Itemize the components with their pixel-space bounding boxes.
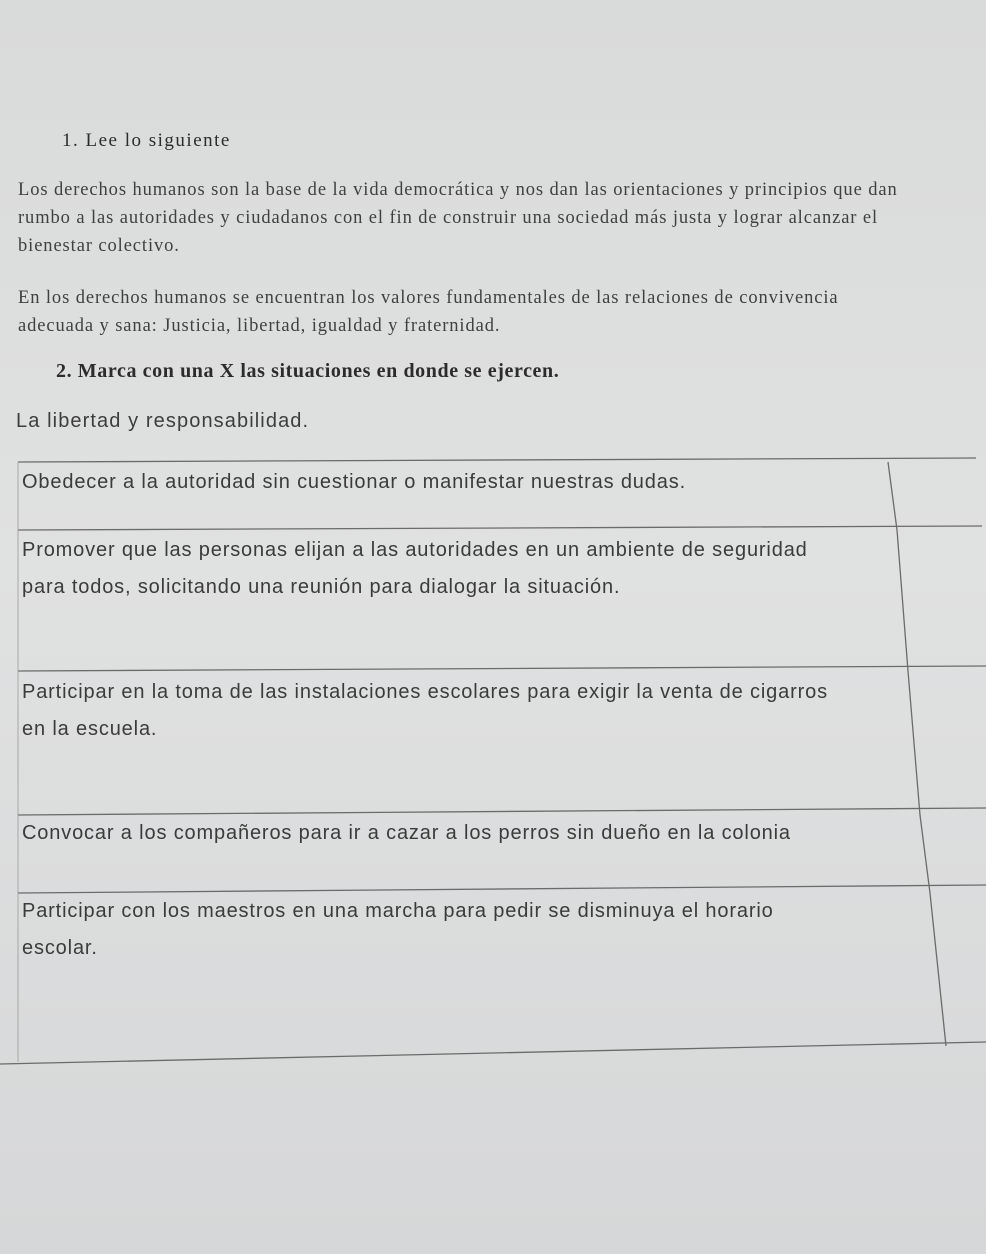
question-2-heading: 2. Marca con una X las situaciones en donde se ejercen.	[56, 360, 560, 382]
table-line-2	[18, 666, 986, 671]
table-title: La libertad y responsabilidad.	[16, 410, 310, 432]
statement-row: Obedecer a la autoridad sin cuestionar o manifestar nuestras dudas.	[22, 471, 686, 493]
table-line-bottom	[0, 1042, 986, 1064]
table-line-3	[18, 808, 986, 815]
reading-paragraph-2: En los derechos humanos se encuentran los valores fundamentales de las relaciones de convivencia adecuada y sana: Justicia, libertad, igualdad y fraternidad.	[18, 288, 839, 336]
mark-cell-row-1[interactable]	[892, 462, 976, 528]
question-1-heading: 1. Lee lo siguiente	[62, 130, 231, 151]
reading-paragraph-1: Los derechos humanos son la base de la vida democrática y nos dan las orientaciones y principios que dan rumbo a las autoridades y ciudadanos con el fin de construir una sociedad más justa y lograr alcanzar el bienestar colectivo.	[18, 180, 898, 256]
table-line-4	[18, 885, 986, 893]
statement-row: Participar con los maestros en una marcha para pedir se disminuya el horario escolar.	[22, 900, 774, 959]
mark-cell-row-5[interactable]	[936, 893, 984, 1043]
mark-cell-row-4[interactable]	[924, 815, 984, 889]
statement-row: Convocar a los compañeros para ir a cazar a los perros sin dueño en la colonia	[22, 822, 791, 844]
statement-row: Participar en la toma de las instalaciones escolares para exigir la venta de cigarros en la escuela.	[22, 681, 828, 740]
mark-cell-row-3[interactable]	[912, 671, 984, 811]
mark-cell-row-2[interactable]	[900, 530, 984, 668]
table-line-top	[18, 458, 976, 462]
table-line-1	[18, 526, 982, 530]
statement-row: Promover que las personas elijan a las autoridades en un ambiente de seguridad para todos, solicitando una reunión para dialogar la situación.	[22, 539, 808, 598]
